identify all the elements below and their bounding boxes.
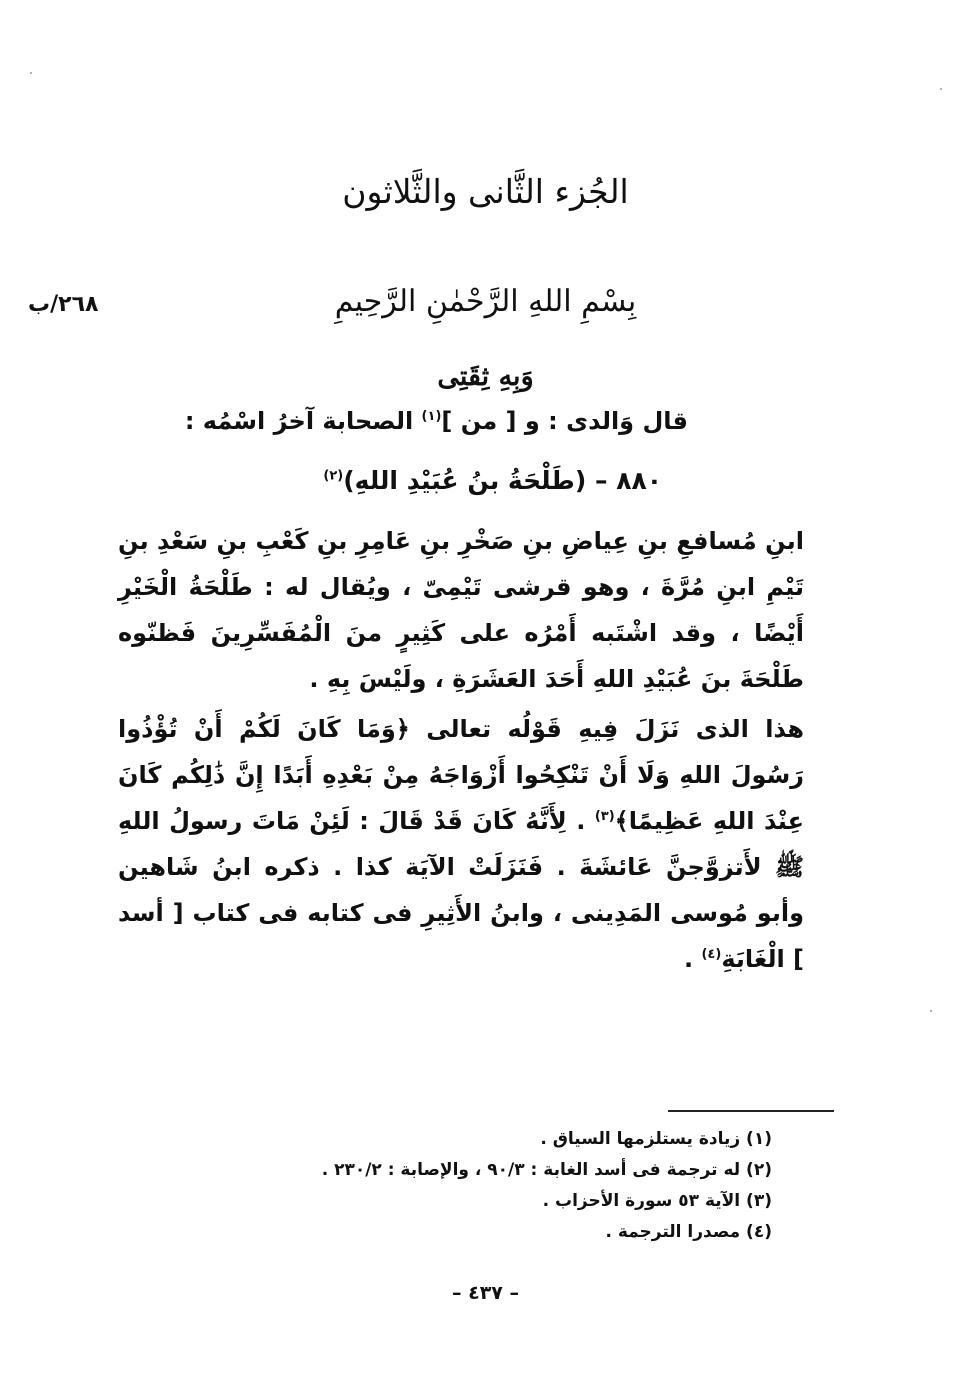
paragraph-2-part-a: هذا الذى نَزَلَ فِيهِ قَوْلُه تعالى ﴿وَمَا كَانَ لَكُمْ أَنْ تُؤْذُوا رَسُولَ اللهِ وَلَا أَنْ تَنْكِحُوا أَزْوَاجَهُ مِنْ بَعْدِهِ أَبَدًا إِنَّ ذَٰلِكُم كَانَ عِنْدَ اللهِ عَظِيمًا﴾ — [118, 715, 804, 835]
footnote-1: (١) زيادة يستلزمها السياق . — [540, 1129, 772, 1149]
body-paragraph-1 — [118, 518, 838, 702]
paragraph-2-text — [118, 706, 838, 982]
footnote-4: (٤) مصدرا الترجمة . — [605, 1222, 772, 1242]
paragraph-2-part-c: . — [683, 945, 702, 973]
basmala: بِسْمِ اللهِ الرَّحْمٰنِ الرَّحِيمِ — [334, 284, 637, 319]
footnote-divider — [668, 1110, 834, 1112]
intro-text-start: قال وَالدى : و [ من ] — [441, 407, 688, 435]
body-paragraph-2 — [118, 706, 838, 982]
paragraph-1-text: ابنِ مُسافعِ بنِ عِياضِ بنِ صَخْرِ بنِ عَامِرِ بنِ كَعْبِ بنِ سَعْدِ بنِ تَيْمِ ابنِ مُرَّةَ ، وهو قرشى تَيْمِىّ ، ويُقال له : طَلْحَةُ الْخَيْرِ أَيْضًا ، وقد اشْتَبه أَمْرُه على كَثِيرٍ منَ الْمُفَسِّرِينَ فَظنّوه طَلْحَةَ بنَ عُبَيْدِ اللهِ أَحَدَ العَشَرَةِ ، ولَيْسَ بِهِ . — [118, 527, 804, 693]
scan-speck — [30, 72, 32, 74]
footnote-3: (٣) الآية ٥٣ سورة الأحزاب . — [542, 1191, 772, 1211]
page-number: – ٤٣٧ – — [451, 1282, 520, 1304]
intro-line — [150, 395, 688, 447]
footnotes — [200, 1124, 772, 1248]
paragraph-2-part-b: . لِأَنَّهُ كَانَ قَدْ قَالَ : لَئِنْ مَاتَ رسولُ اللهِ ﷺ لأَتزوَّجنَّ عَائشَةَ . فَنَزَلَتْ الآيَة كذا . ذكره ابنُ شَاهين وأبو مُوسى المَدِينى ، وابنُ الأَثِيرِ فى كتابه فى كتاب [ أسد ] الْغَابَةِ — [118, 807, 804, 973]
entry-number: ٨٨٠ — [616, 466, 662, 495]
footnote-marker-1: (١) — [421, 409, 442, 424]
scan-speck — [930, 1010, 932, 1012]
manuscript-folio-reference: ٢٦٨/ب — [28, 292, 99, 317]
part-title: الجُزء الثَّانى والثَّلاثون — [342, 172, 629, 211]
entry-dash: – — [595, 466, 608, 495]
footnote-marker-4: (٤) — [701, 947, 722, 962]
entry-name: (طَلْحَةُ بنُ عُبَيْدِ اللهِ) — [343, 466, 587, 495]
invocation-line: وَبِهِ ثِقَتِى — [437, 361, 534, 392]
intro-text-end: الصحابة آخرُ اسْمُه : — [184, 407, 422, 435]
footnote-marker-2: (٢) — [323, 468, 344, 484]
scan-speck — [940, 88, 942, 90]
footnote-marker-3: (٣) — [594, 809, 615, 824]
footnote-2: (٢) له ترجمة فى أسد الغابة : ٩٠/٣ ، والإصابة : ٢٣٠/٢ . — [321, 1160, 772, 1180]
entry-heading — [240, 455, 662, 507]
